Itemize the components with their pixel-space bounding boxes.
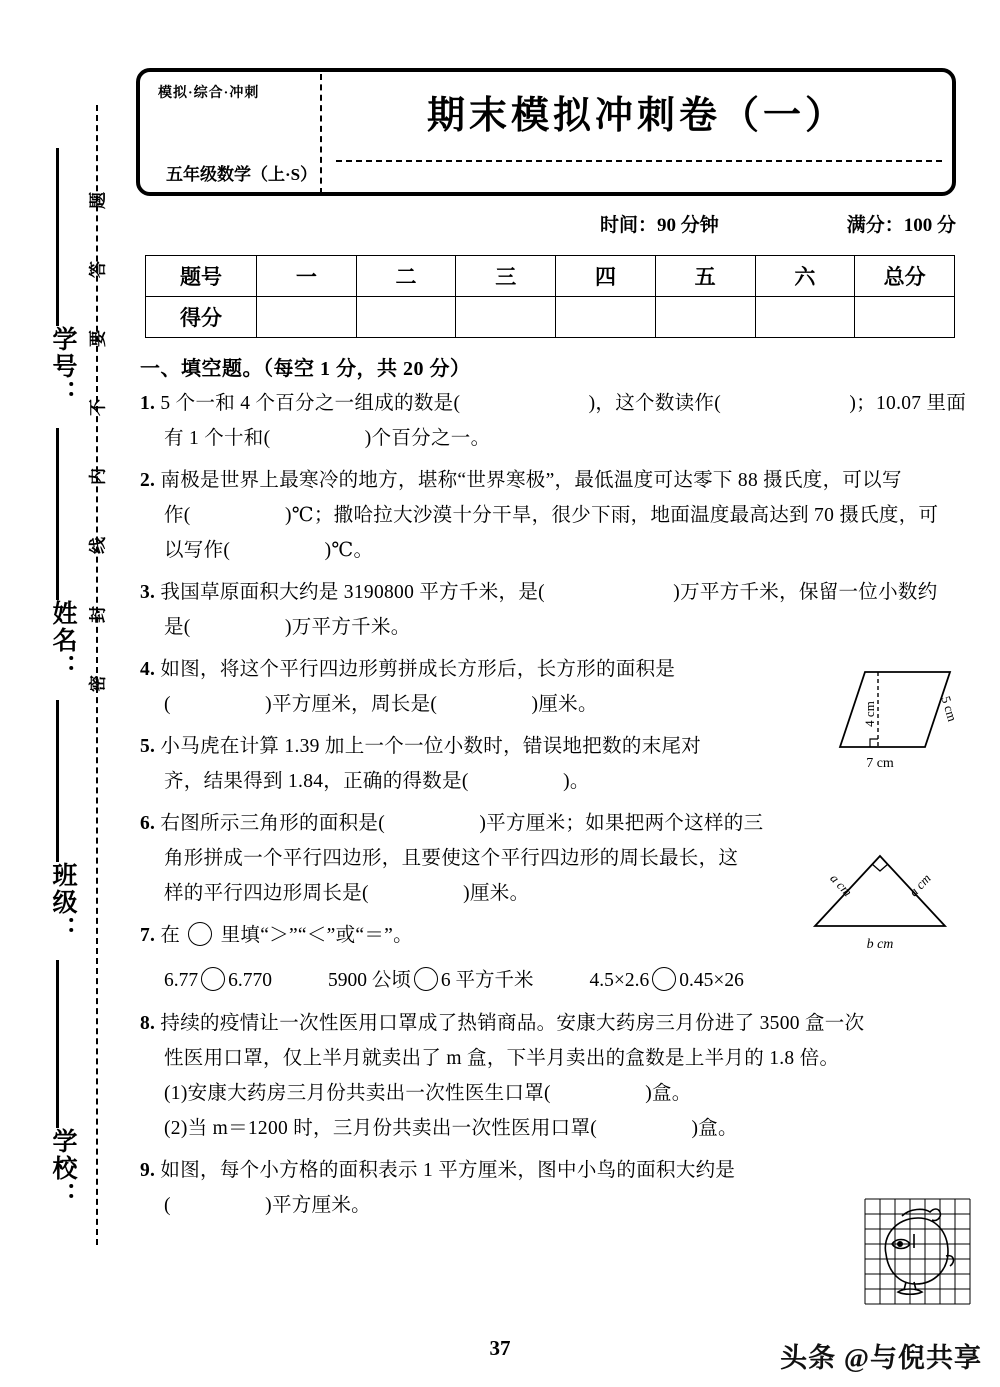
section-heading-fill-blank: 一、填空题。（每空 1 分，共 20 分） <box>140 358 471 380</box>
question-1-line-2 <box>140 421 960 456</box>
score-cell-total[interactable] <box>855 297 955 338</box>
figure-parallelogram <box>810 662 960 782</box>
score-table-col-4: 四 <box>556 256 656 297</box>
comparison-circle-icon[interactable] <box>188 922 212 946</box>
question-3-text-d: )万平方千米。 <box>284 617 411 638</box>
comparison-circle-icon[interactable] <box>201 967 225 991</box>
question-list <box>140 386 967 1230</box>
question-8 <box>140 1006 960 1146</box>
comparison-circle-icon[interactable] <box>652 967 676 991</box>
triangle-shape <box>815 856 945 926</box>
question-9-text-b: ( <box>164 1195 171 1216</box>
comparison-item-3 <box>590 963 744 998</box>
score-table-col-2: 二 <box>356 256 456 297</box>
question-8-text-b: 性医用口罩，仅上半月就卖出了 m 盒，下半月卖出的盒数是上半月的 1.8 倍。 <box>164 1048 840 1069</box>
question-2-text-c: )℃；撒哈拉大沙漠十分干旱，很少下雨，地面温度最高达到 70 摄氏度，可 <box>284 505 939 526</box>
paper-header <box>136 68 956 196</box>
seal-line-text <box>86 140 110 744</box>
question-1 <box>140 386 967 456</box>
subject-label: 五年级数学（上·S） <box>166 165 318 184</box>
question-9-line-2 <box>140 1188 960 1223</box>
score-table-col-3: 三 <box>456 256 556 297</box>
question-2-line-3 <box>140 533 960 568</box>
comparison-right: 6 平方千米 <box>440 970 534 991</box>
seal-rule-2 <box>56 428 59 600</box>
comparison-item-2 <box>328 963 534 998</box>
comparison-right: 6.770 <box>228 970 272 991</box>
question-4-number: 4. <box>140 659 156 680</box>
question-5-number: 5. <box>140 736 156 757</box>
question-9-line-1 <box>140 1153 960 1188</box>
question-3 <box>140 575 960 645</box>
score-table-header-label: 题号 <box>146 256 257 297</box>
comparison-left: 4.5×2.6 <box>589 970 650 991</box>
parallelogram-shape <box>840 672 950 747</box>
question-5-text-b: 齐，结果得到 1.84，正确的得数是( <box>164 771 469 792</box>
score-cell-4[interactable] <box>556 297 656 338</box>
score-cell-2[interactable] <box>356 297 456 338</box>
question-1-line-1 <box>140 386 967 421</box>
triangle-base-label: b cm <box>866 937 894 952</box>
seal-char: 要 <box>88 330 108 347</box>
seal-rule-3 <box>56 700 59 862</box>
score-row-label: 得分 <box>146 297 257 338</box>
question-6-text-e: )厘米。 <box>463 883 530 904</box>
question-6-line-1 <box>140 806 960 841</box>
question-7-number: 7. <box>140 925 156 946</box>
exam-meta <box>600 210 956 237</box>
question-6-text-b: )平方厘米；如果把两个这样的三 <box>479 813 764 834</box>
comparison-right: 0.45×26 <box>679 970 744 991</box>
seal-char: 不 <box>88 399 108 416</box>
question-8-sub-2 <box>140 1111 960 1146</box>
question-8-sub1-text-a: (1)安康大药房三月份共卖出一次性医生口罩( <box>164 1083 551 1104</box>
score-table <box>145 255 955 338</box>
bird-grid-svg <box>862 1196 974 1308</box>
question-8-number: 8. <box>140 1013 156 1034</box>
question-2-line-1 <box>140 463 960 498</box>
question-3-line-2 <box>140 610 960 645</box>
series-badge: 模拟·综合·冲刺 <box>158 86 260 101</box>
seal-char: 内 <box>88 468 108 485</box>
question-6-text-c: 角形拼成一个平行四边形，且要使这个平行四边形的周长最长，这 <box>164 848 739 869</box>
question-8-sub1-text-b: )盒。 <box>645 1083 692 1104</box>
exam-time: 时间：90 分钟 <box>600 215 719 236</box>
question-7-instruction-a: 在 <box>160 925 181 946</box>
comparison-circle-icon[interactable] <box>414 967 438 991</box>
question-8-line-1 <box>140 1006 960 1041</box>
question-2-line-2 <box>140 498 960 533</box>
grid-lines <box>865 1199 970 1304</box>
question-6-text-a: 右图所示三角形的面积是( <box>160 813 386 834</box>
score-cell-3[interactable] <box>456 297 556 338</box>
watermark: 头条 @与倪共享 <box>780 1343 982 1373</box>
question-4-text-c: )平方厘米，周长是( <box>265 694 438 715</box>
question-4-text-a: 如图，将这个平行四边形剪拼成长方形后，长方形的面积是 <box>160 659 676 680</box>
question-1-text-e: )个百分之一。 <box>364 428 491 449</box>
score-cell-5[interactable] <box>655 297 755 338</box>
question-6-number: 6. <box>140 813 156 834</box>
question-2-text-d: 以写作( <box>164 540 231 561</box>
question-5-text-a: 小马虎在计算 1.39 加上一个一位小数时，错误地把数的末尾对 <box>160 736 702 757</box>
question-5-text-c: )。 <box>563 771 590 792</box>
seal-char: 线 <box>88 537 108 554</box>
comparison-left: 6.77 <box>164 970 199 991</box>
question-2 <box>140 463 960 568</box>
bird-drawing <box>885 1209 953 1294</box>
score-table-col-5: 五 <box>655 256 755 297</box>
header-left-panel <box>140 72 320 192</box>
seal-char: 封 <box>88 606 108 623</box>
question-9-number: 9. <box>140 1160 156 1181</box>
score-table-col-6: 六 <box>755 256 855 297</box>
question-2-text-a: 南极是世界上最寒冷的地方，堪称“世界寒极”，最低温度可达零下 88 摄氏度，可以写 <box>160 470 902 491</box>
question-2-text-e: )℃。 <box>324 540 374 561</box>
seal-label-name: 姓名： <box>49 600 76 681</box>
seal-rule-4 <box>56 960 59 1128</box>
parallelogram-height-label: 4 cm <box>862 701 877 727</box>
question-7-instruction-b: 里填“＞”“＜”或“＝”。 <box>220 925 413 946</box>
question-3-text-a: 我国草原面积大约是 3190800 平方千米，是( <box>160 582 545 603</box>
score-table-col-1: 一 <box>257 256 357 297</box>
question-3-text-c: 是( <box>164 617 191 638</box>
comparison-item-1 <box>164 963 272 998</box>
seal-margin <box>0 0 132 1387</box>
question-3-text-b: )万平方千米，保留一位小数约 <box>673 582 938 603</box>
seal-char: 答 <box>88 261 108 278</box>
triangle-svg <box>800 838 960 958</box>
question-4-text-d: )厘米。 <box>531 694 598 715</box>
question-7-comparisons <box>140 963 960 998</box>
header-right-panel <box>322 72 952 192</box>
triangle-left-side-label: a cm <box>827 870 856 900</box>
score-cell-1[interactable] <box>257 297 357 338</box>
exam-total-score: 满分：100 分 <box>846 215 956 236</box>
right-angle-marker-icon <box>872 864 888 871</box>
title-underline <box>336 160 942 162</box>
question-9-text-a: 如图，每个小方格的面积表示 1 平方厘米，图中小鸟的面积大约是 <box>160 1160 736 1181</box>
seal-label-school: 学校： <box>49 1128 76 1209</box>
question-8-sub2-text-a: (2)当 m＝1200 时，三月份共卖出一次性医用口罩( <box>164 1118 598 1139</box>
question-8-text-a: 持续的疫情让一次性医用口罩成了热销商品。安康大药房三月份进了 3500 盒一次 <box>160 1013 865 1034</box>
question-1-text-b: )，这个数读作( <box>588 393 722 414</box>
seal-char: 密 <box>88 675 108 692</box>
table-row <box>146 297 955 338</box>
question-2-text-b: 作( <box>164 505 191 526</box>
question-8-line-2 <box>140 1041 960 1076</box>
question-1-text-d: 有 1 个十和( <box>164 428 271 449</box>
page-number: 37 <box>489 1336 511 1360</box>
question-9-text-c: )平方厘米。 <box>265 1195 371 1216</box>
seal-label-class: 班级： <box>49 862 76 943</box>
table-row <box>146 256 955 297</box>
seal-rule-1 <box>56 148 59 326</box>
parallelogram-svg <box>810 662 960 777</box>
figure-bird-grid <box>862 1196 974 1313</box>
question-3-line-1 <box>140 575 960 610</box>
question-2-number: 2. <box>140 470 156 491</box>
figure-triangle <box>800 838 960 963</box>
question-1-text-c: )；10.07 里面 <box>849 393 967 414</box>
comparison-left: 5900 公顷 <box>328 970 411 991</box>
question-8-sub2-text-b: )盒。 <box>691 1118 738 1139</box>
question-6-text-d: 样的平行四边形周长是( <box>164 883 369 904</box>
question-3-number: 3. <box>140 582 156 603</box>
right-angle-marker-icon <box>870 739 878 747</box>
question-1-text-a: 5 个一和 4 个百分之一组成的数是( <box>160 393 461 414</box>
triangle-right-side-label: a cm <box>905 870 934 900</box>
page-title: 期末模拟冲刺卷（一） <box>426 95 847 137</box>
score-table-col-total: 总分 <box>855 256 955 297</box>
seal-char: 题 <box>88 192 108 209</box>
question-8-sub-1 <box>140 1076 960 1111</box>
seal-label-student-id: 学号： <box>49 326 76 407</box>
question-9 <box>140 1153 960 1223</box>
score-cell-6[interactable] <box>755 297 855 338</box>
parallelogram-side-label: 5 cm <box>938 694 960 724</box>
question-4-text-b: ( <box>164 694 171 715</box>
parallelogram-base-label: 7 cm <box>866 756 894 771</box>
question-1-number: 1. <box>140 393 156 414</box>
